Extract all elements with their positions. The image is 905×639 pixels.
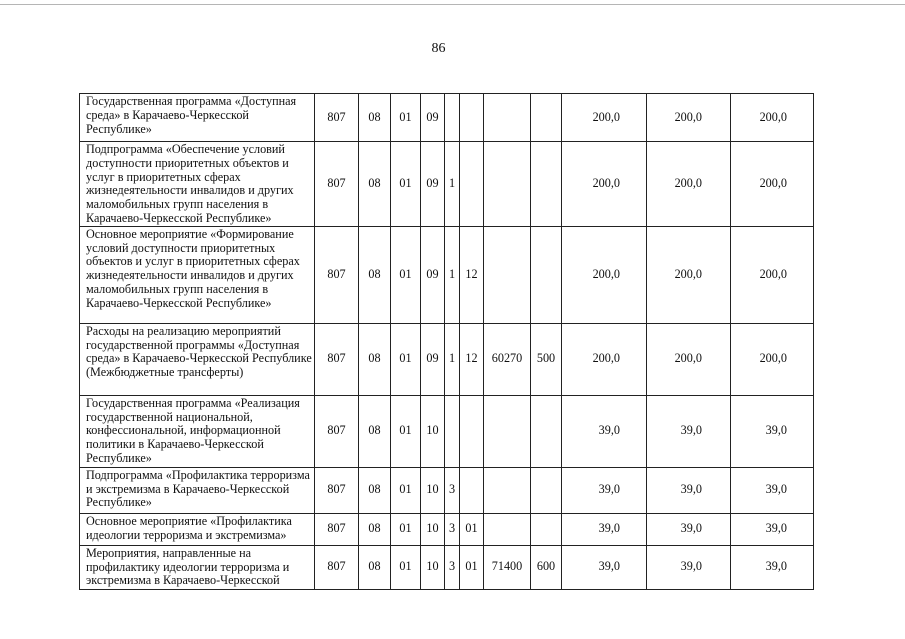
subsection-code: 01 bbox=[391, 467, 421, 513]
subsection-code: 01 bbox=[391, 395, 421, 467]
amount-year-3: 39,0 bbox=[731, 545, 814, 589]
expense-type-code: 500 bbox=[531, 323, 562, 395]
subprogram-code: 1 bbox=[445, 323, 460, 395]
amount-year-1: 200,0 bbox=[562, 323, 647, 395]
table-row bbox=[80, 142, 814, 227]
program-code: 09 bbox=[421, 323, 445, 395]
subprogram-code: 1 bbox=[445, 142, 460, 227]
amount-year-2: 200,0 bbox=[647, 323, 731, 395]
table-row bbox=[80, 513, 814, 545]
row-name: Государственная программа «Доступная среда» в Карачаево-Черкесской Республике» bbox=[80, 94, 315, 142]
subprogram-code: 3 bbox=[445, 513, 460, 545]
row-name: Основное мероприятие «Профилактика идеологии терроризма и экстремизма» bbox=[80, 513, 315, 545]
direction-code bbox=[484, 94, 531, 142]
activity-code bbox=[460, 94, 484, 142]
row-name: Подпрограмма «Профилактика терроризма и экстремизма в Карачаево-Черкесской Республике» bbox=[80, 467, 315, 513]
amount-year-3: 39,0 bbox=[731, 513, 814, 545]
amount-year-3: 200,0 bbox=[731, 94, 814, 142]
expense-type-code bbox=[531, 226, 562, 323]
direction-code: 71400 bbox=[484, 545, 531, 589]
subsection-code: 01 bbox=[391, 323, 421, 395]
subprogram-code: 3 bbox=[445, 545, 460, 589]
program-code: 09 bbox=[421, 226, 445, 323]
direction-code bbox=[484, 513, 531, 545]
expense-type-code bbox=[531, 395, 562, 467]
amount-year-2: 200,0 bbox=[647, 226, 731, 323]
amount-year-1: 200,0 bbox=[562, 94, 647, 142]
amount-year-2: 39,0 bbox=[647, 513, 731, 545]
table-row bbox=[80, 94, 814, 142]
row-name: Расходы на реализацию мероприятий государственной программы «Доступная среда» в Карачаево-Черкесской Республике (Межбюджетные трансферты) bbox=[80, 323, 315, 395]
table-row bbox=[80, 395, 814, 467]
table-row bbox=[80, 323, 814, 395]
row-name: Государственная программа «Реализация государственной национальной, конфессиональной, информационной политики в Карачаево-Черкесской Республике» bbox=[80, 395, 315, 467]
ved-code: 807 bbox=[315, 467, 359, 513]
amount-year-3: 39,0 bbox=[731, 395, 814, 467]
ved-code: 807 bbox=[315, 513, 359, 545]
ved-code: 807 bbox=[315, 395, 359, 467]
amount-year-1: 200,0 bbox=[562, 142, 647, 227]
amount-year-2: 200,0 bbox=[647, 142, 731, 227]
direction-code bbox=[484, 142, 531, 227]
section-code: 08 bbox=[359, 226, 391, 323]
subprogram-code: 1 bbox=[445, 226, 460, 323]
activity-code: 12 bbox=[460, 323, 484, 395]
subprogram-code: 3 bbox=[445, 467, 460, 513]
direction-code bbox=[484, 395, 531, 467]
program-code: 10 bbox=[421, 467, 445, 513]
program-code: 10 bbox=[421, 545, 445, 589]
amount-year-1: 39,0 bbox=[562, 545, 647, 589]
amount-year-2: 200,0 bbox=[647, 94, 731, 142]
ved-code: 807 bbox=[315, 545, 359, 589]
row-name: Мероприятия, направленные на профилактику идеологии терроризма и экстремизма в Карачаево-Черкесской bbox=[80, 545, 315, 589]
amount-year-3: 200,0 bbox=[731, 226, 814, 323]
amount-year-3: 39,0 bbox=[731, 467, 814, 513]
table-row bbox=[80, 226, 814, 323]
subsection-code: 01 bbox=[391, 545, 421, 589]
ved-code: 807 bbox=[315, 323, 359, 395]
expense-type-code bbox=[531, 94, 562, 142]
activity-code bbox=[460, 142, 484, 227]
ved-code: 807 bbox=[315, 226, 359, 323]
scan-top-edge bbox=[0, 4, 905, 5]
activity-code: 01 bbox=[460, 545, 484, 589]
expense-type-code bbox=[531, 142, 562, 227]
amount-year-3: 200,0 bbox=[731, 323, 814, 395]
budget-table bbox=[79, 93, 814, 590]
activity-code bbox=[460, 467, 484, 513]
activity-code: 01 bbox=[460, 513, 484, 545]
expense-type-code: 600 bbox=[531, 545, 562, 589]
program-code: 09 bbox=[421, 142, 445, 227]
direction-code bbox=[484, 467, 531, 513]
direction-code: 60270 bbox=[484, 323, 531, 395]
table-row bbox=[80, 467, 814, 513]
amount-year-1: 39,0 bbox=[562, 513, 647, 545]
amount-year-2: 39,0 bbox=[647, 395, 731, 467]
amount-year-1: 39,0 bbox=[562, 467, 647, 513]
direction-code bbox=[484, 226, 531, 323]
section-code: 08 bbox=[359, 94, 391, 142]
amount-year-2: 39,0 bbox=[647, 467, 731, 513]
program-code: 10 bbox=[421, 395, 445, 467]
page-number: 86 bbox=[431, 41, 446, 56]
subsection-code: 01 bbox=[391, 513, 421, 545]
subprogram-code bbox=[445, 94, 460, 142]
subsection-code: 01 bbox=[391, 226, 421, 323]
section-code: 08 bbox=[359, 395, 391, 467]
amount-year-2: 39,0 bbox=[647, 545, 731, 589]
program-code: 10 bbox=[421, 513, 445, 545]
amount-year-3: 200,0 bbox=[731, 142, 814, 227]
row-name: Основное мероприятие «Формирование условий доступности приоритетных объектов и услуг в приоритетных сферах жизнедеятельности инвалидов и других маломобильных групп населения в Карачаево-Черкесской Республике» bbox=[80, 226, 315, 323]
row-name: Подпрограмма «Обеспечение условий доступности приоритетных объектов и услуг в приоритетных сферах жизнедеятельности инвалидов и других маломобильных групп населения в Карачаево-Черкесской Республике» bbox=[80, 142, 315, 227]
subsection-code: 01 bbox=[391, 142, 421, 227]
ved-code: 807 bbox=[315, 94, 359, 142]
section-code: 08 bbox=[359, 323, 391, 395]
section-code: 08 bbox=[359, 545, 391, 589]
program-code: 09 bbox=[421, 94, 445, 142]
ved-code: 807 bbox=[315, 142, 359, 227]
subsection-code: 01 bbox=[391, 94, 421, 142]
activity-code bbox=[460, 395, 484, 467]
amount-year-1: 39,0 bbox=[562, 395, 647, 467]
amount-year-1: 200,0 bbox=[562, 226, 647, 323]
section-code: 08 bbox=[359, 142, 391, 227]
table-row bbox=[80, 545, 814, 589]
subprogram-code bbox=[445, 395, 460, 467]
section-code: 08 bbox=[359, 467, 391, 513]
activity-code: 12 bbox=[460, 226, 484, 323]
section-code: 08 bbox=[359, 513, 391, 545]
expense-type-code bbox=[531, 467, 562, 513]
expense-type-code bbox=[531, 513, 562, 545]
